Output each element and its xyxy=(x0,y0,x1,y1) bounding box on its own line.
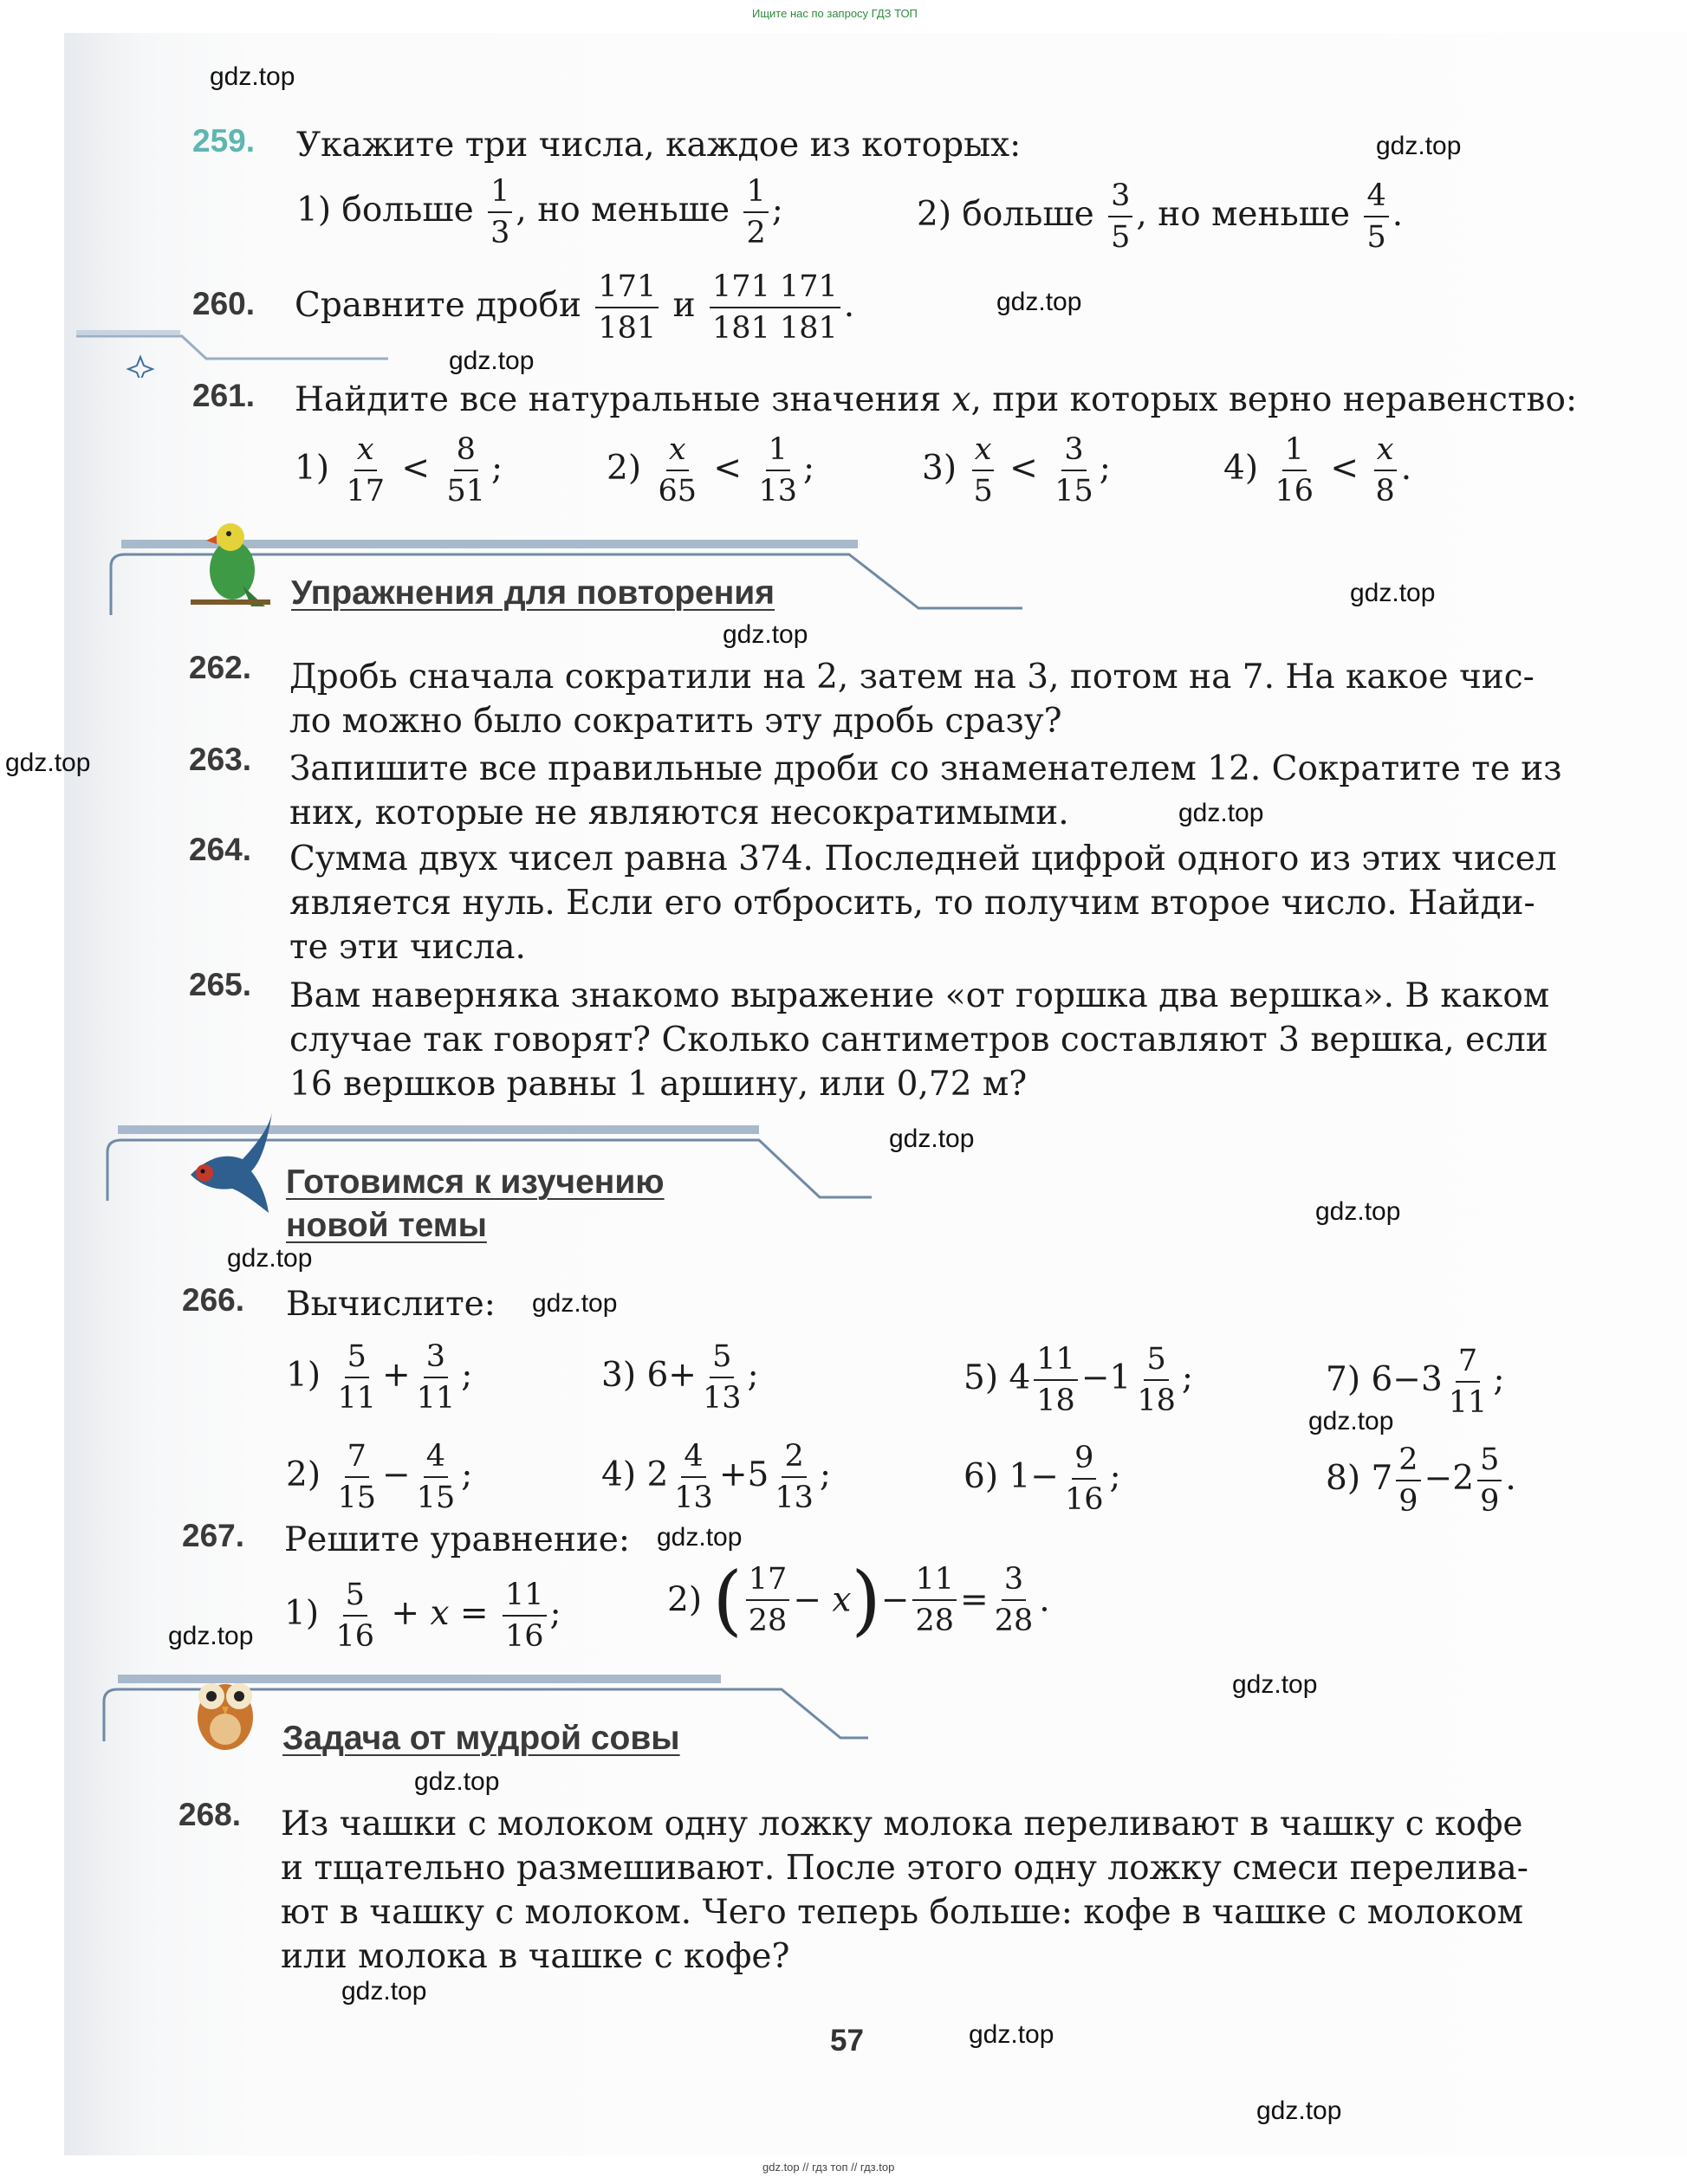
problem-text: ют в чашку с молоком. Чего теперь больше: кофе в чашке с молоком xyxy=(281,1893,1524,1932)
problem-text: и тщательно размешивают. После этого одну ложку смеси перелива- xyxy=(281,1849,1528,1888)
expression-1: 1) $\frac{5}{11}$ + $\frac{3}{11}$ ; xyxy=(286,1339,473,1416)
watermark: gdz.top xyxy=(168,1622,254,1650)
problem-number: 260. xyxy=(192,286,256,321)
problem-259-item-1: 1) больше $\frac{1}{3}$ , но меньше $\frac{1}{2}$ ; xyxy=(296,174,783,250)
watermark: gdz.top xyxy=(1315,1197,1401,1226)
watermark: gdz.top xyxy=(723,620,808,649)
problem-text: Вычислите: xyxy=(286,1285,496,1324)
problem-text: случае так говорят? Сколько сантиметров составляют 3 вершка, если xyxy=(289,1021,1548,1060)
problem-text: Сравните дроби xyxy=(295,286,581,325)
problem-text: ло можно было сократить эту дробь сразу? xyxy=(289,702,1062,741)
problem-text: Укажите три числа, каждое из которых: xyxy=(296,126,1022,165)
problem-text: 16 вершков равны 1 аршину, или 0,72 м? xyxy=(289,1065,1028,1104)
header-notice: Ищите нас по запросу ГДЗ ТОП xyxy=(752,7,918,20)
problem-text: Из чашки с молоком одну ложку молока переливают в чашку с кофе xyxy=(281,1805,1523,1844)
watermark: gdz.top xyxy=(657,1523,743,1552)
item-label: 2) больше xyxy=(917,195,1094,234)
problem-number: 265. xyxy=(189,967,252,1002)
problem-text: них, которые не являются несократимыми. xyxy=(289,794,1069,833)
expression-7: 7) 6−3 $\frac{7}{11}$ ; xyxy=(1326,1344,1505,1420)
parrot-icon xyxy=(182,516,277,612)
equation-1: 1) $\frac{5}{16}$ + x = $\frac{11}{16}$ ; xyxy=(284,1578,561,1654)
watermark: gdz.top xyxy=(1376,132,1462,160)
item-text: , но меньше xyxy=(516,191,730,230)
watermark: gdz.top xyxy=(5,749,91,777)
page-number: 57 xyxy=(830,2024,864,2058)
problem-number: 259. xyxy=(192,123,256,159)
problem-text: Дробь сначала сократили на 2, затем на 3, потом на 7. На какое чис- xyxy=(289,658,1535,697)
item-text: , но меньше xyxy=(1136,195,1351,234)
watermark: gdz.top xyxy=(996,288,1082,316)
expression-3: 3) 6+ $\frac{5}{13}$ ; xyxy=(601,1339,759,1416)
watermark: gdz.top xyxy=(227,1244,313,1273)
watermark: gdz.top xyxy=(341,1977,427,2006)
watermark: gdz.top xyxy=(1178,799,1264,827)
inequality-1: 1) $\frac{x}{17}$ < $\frac{8}{51}$ ; xyxy=(295,432,503,509)
watermark: gdz.top xyxy=(1308,1407,1394,1435)
problem-number: 263. xyxy=(189,742,252,777)
inequality-4: 4) $\frac{1}{16}$ < $\frac{x}{8}$ . xyxy=(1223,432,1412,509)
watermark: gdz.top xyxy=(1256,2097,1342,2125)
expression-2: 2) $\frac{7}{15}$ − $\frac{4}{15}$ ; xyxy=(286,1439,473,1515)
expression-6: 6) 1− $\frac{9}{16}$ ; xyxy=(964,1441,1121,1517)
problem-number: 262. xyxy=(189,650,252,685)
watermark: gdz.top xyxy=(449,347,535,375)
watermark: gdz.top xyxy=(1350,579,1436,607)
section-title-owl: Задача от мудрой совы xyxy=(282,1720,680,1757)
expression-8: 8) 7 $\frac{2}{9}$ −2 $\frac{5}{9}$ . xyxy=(1326,1442,1516,1519)
problem-number: 261. xyxy=(192,378,256,413)
owl-icon xyxy=(182,1663,269,1753)
footer-notice: gdz.top // гдз топ // гдз.top xyxy=(762,2161,895,2174)
watermark: gdz.top xyxy=(414,1767,500,1796)
watermark: gdz.top xyxy=(532,1289,618,1318)
problem-text: Вам наверняка знакомо выражение «от горшка два вершка». В каком xyxy=(289,976,1550,1015)
inequality-3: 3) $\frac{x}{5}$ < $\frac{3}{15}$ ; xyxy=(922,432,1111,509)
fraction: $\frac{1}{2}$ xyxy=(743,173,768,251)
problem-number: 267. xyxy=(182,1518,245,1553)
expression-5: 5) 4 $\frac{11}{18}$ −1 $\frac{5}{18}$ ; xyxy=(964,1342,1194,1418)
problem-text: Найдите все натуральные значения x, при которых верно неравенство: xyxy=(295,380,1578,419)
item-label: 1) больше xyxy=(296,191,474,230)
watermark: gdz.top xyxy=(969,2020,1054,2049)
problem-text: те эти числа. xyxy=(289,928,526,967)
watermark: gdz.top xyxy=(1232,1670,1318,1699)
section-title-prepare-2: новой темы xyxy=(286,1207,487,1244)
problem-text: является нуль. Если его отбросить, то получим второе число. Найди- xyxy=(289,884,1535,923)
inequality-2: 2) $\frac{x}{65}$ < $\frac{1}{13}$ ; xyxy=(607,432,815,509)
problem-text: Решите уравнение: xyxy=(284,1520,631,1559)
problem-number: 266. xyxy=(182,1282,245,1318)
problem-259-item-2: 2) больше $\frac{3}{5}$ , но меньше $\frac{4}{5}$ . xyxy=(917,178,1404,255)
fraction: $\frac{171}{181}$ xyxy=(595,269,659,347)
problem-text: или молока в чашке с кофе? xyxy=(281,1937,790,1976)
fraction: $\frac{171 171}{181 181}$ xyxy=(710,269,840,347)
section-title-repeat: Упражнения для повторения xyxy=(291,574,775,612)
problem-260: Сравните дроби $\frac{171}{181}$ и $\frac{171 171}{181 181}$ . xyxy=(295,269,855,346)
swallow-icon xyxy=(182,1105,277,1218)
problem-number: 264. xyxy=(189,832,252,867)
section-title-prepare: Готовимся к изучению xyxy=(286,1163,665,1201)
fraction: $\frac{3}{5}$ xyxy=(1108,178,1132,256)
expression-4: 4) 2 $\frac{4}{13}$ +5 $\frac{2}{13}$ ; xyxy=(601,1439,832,1515)
equation-2: 2) ( $\frac{17}{28}$ − x)− $\frac{11}{28}$ = $\frac{3}{28}$ . xyxy=(667,1555,1050,1644)
watermark: gdz.top xyxy=(210,62,295,91)
problem-text: Запишите все правильные дроби со знаменателем 12. Сократите те из xyxy=(289,749,1562,788)
problem-number: 268. xyxy=(178,1797,242,1832)
watermark: gdz.top xyxy=(889,1124,975,1153)
fraction: $\frac{4}{5}$ xyxy=(1364,178,1388,256)
fraction: $\frac{1}{3}$ xyxy=(488,173,512,251)
problem-text: Сумма двух чисел равна 374. Последней цифрой одного из этих чисел xyxy=(289,839,1557,878)
